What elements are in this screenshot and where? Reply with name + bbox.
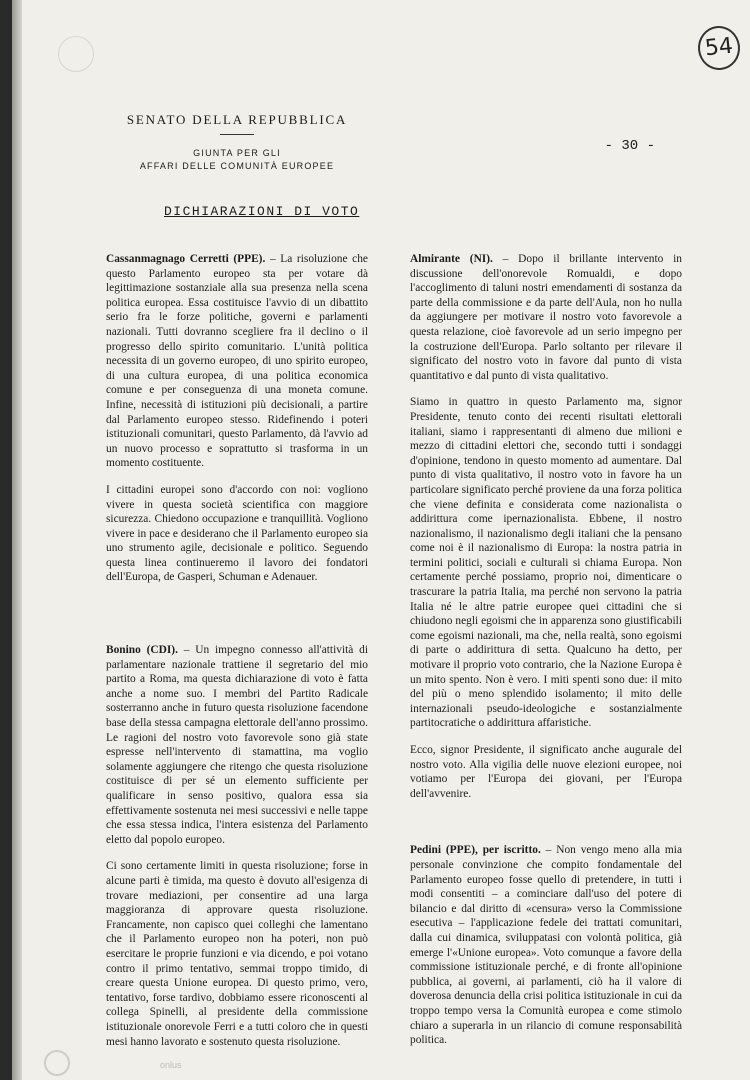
- header-divider: [220, 134, 254, 135]
- committee-line-2: AFFARI DELLE COMUNITÀ EUROPEE: [139, 161, 335, 171]
- paragraph-text: Ecco, signor Presidente, il significato anche augurale del nostro voto. Alla vigilia delle nuove elezioni europee, noi votiamo per l'Europa dei giovani, per l'Europa dell'avvenire.: [410, 744, 682, 800]
- document-page: [12, 0, 750, 1080]
- paragraph-text: Ci sono certamente limiti in questa risoluzione; forse in alcune parti è timida, ma questo è dovuto all'esigenza di trovare mediazioni, per consentire ad una larga maggioranza di approvare questa risoluzione. Francamente, non capisco quei colleghi che lamentano che il Parlamento europeo non ha poteri, non può esercitare le proprie funzioni e via dicendo, e poi votano contro il primo tentativo, semmai troppo timido, di creare questa Unione europea. Di questo primo, vero, tentativo, forse tardivo, dobbiamo essere riconoscenti al collega Spinelli, al presidente della commissione istituzionale onorevole Ferri e a tutti coloro che in questi mesi hanno lavorato e sostenuto questa risoluzione.: [106, 860, 368, 1048]
- speaker-name: Cassanmagnago Cerretti (PPE).: [106, 253, 266, 265]
- paragraph-text: – Dopo il brillante intervento in discussione dell'onorevole Romualdi, e dopo l'accoglimento di taluni nostri emendamenti di sostanza da parte della commissione e da parte dell'Aula, non ho nulla da aggiungere per motivare il nostro voto favorevole a questa relazione, cioè favorevole ad un serio impegno per la costruzione dell'Europa. Parlo soltanto per rilevare il significato del nostro voto in favore dal punto di vista quantitativo e dal punto di vista qualitativo.: [410, 253, 682, 382]
- faded-stamp-icon: [58, 36, 94, 72]
- paragraph-cassanmagnago: [106, 252, 368, 471]
- spacer: [410, 813, 682, 843]
- paragraph-almirante: [410, 252, 682, 383]
- committee-line-1: GIUNTA PER GLI: [193, 148, 281, 158]
- paragraph-text: I cittadini europei sono d'accordo con noi: vogliono vivere in questa società scientifica con maggiore sicurezza. Chiedono occupazione e tranquillità. Vogliono vivere in pace e desiderano che il Parlamento europeo sia uno strumento agile, decisionale e politico. Seguendo questa linea continueremo il lavoro dei fondatori dell'Europa, de Gasperi, Schuman e Adenauer.: [106, 483, 368, 584]
- paragraph-pedini: [410, 843, 682, 1047]
- page-number: - 30 -: [604, 138, 655, 154]
- page-edge: [12, 0, 22, 1080]
- spacer: [106, 597, 368, 643]
- speaker-name: Almirante (NI).: [410, 253, 493, 265]
- handwritten-page-number: 54: [696, 24, 742, 72]
- speaker-name: Pedini (PPE), per iscritto.: [410, 844, 541, 857]
- watermark-text: onlus: [160, 1060, 182, 1070]
- paragraph-text: – La risoluzione che questo Parlamento europeo sta per votare dà legittimazione sostanziale alla sua presenza nella scena politica europea. Essa costituisce l'avvio di un dibattito serio fra le forze politiche, governi e parlamenti nazionali. Tutti dovranno scegliere fra il declino o il progresso dello spirito comunitario. L'unità politica necessita di un governo europeo, di uno spirito europeo, di una cultura europea, di una politica economica comune e per conseguenza di una moneta comune. Infine, necessità di istituzioni più decisionali, a partire dal Parlamento europeo stesso. Ridefinendo i poteri istituzionali comunitari, questo Parlamento, dà l'avvio ad un nuovo processo e soprattutto si trasforma in un momento costituente.: [106, 253, 368, 470]
- paragraph-text: – Un impegno connesso all'attività di parlamentare nazionale trattiene il segretario del mio partito a Roma, ma questa dichiarazione di voto è fatta anche a nome suo. I membri del Partito Radicale sosterranno anche in futuro questa risoluzione facendone base della stessa campagna elettorale dell'anno prossimo. Le ragioni del nostro voto favorevole sono già state espresse nell'intervento di stamattina, ma voglio solamente aggiungere che ritengo che questa risoluzione costituisce di per sé un elemento sufficiente per qualificare in senso positivo, qualora essa sia effettivamente sostenuta nei mesi successivi e nelle tappe che essa stessa indica, l'intera esistenza del Parlamento eletto dal popolo europeo.: [106, 644, 369, 846]
- paragraph-bonino: [106, 643, 368, 847]
- senate-name: SENATO DELLA REPUBBLICA: [126, 112, 348, 127]
- section-title: DICHIARAZIONI DI VOTO: [164, 204, 360, 219]
- left-column: [106, 252, 368, 1061]
- speaker-name: Bonino (CDI).: [106, 644, 178, 657]
- right-column: [410, 252, 682, 1060]
- paragraph-text: – Non vengo meno alla mia personale convinzione che compito fondamentale del Parlamento europeo fosse quello di pretendere, in tutti i modi consentiti – a cominciare dall'uso del potere di bilancio e dal diritto di «censura» verso la Commissione esecutiva – l'applicazione fedele dei trattati comunitari, dalla cui dinamica, sviluppatasi con volontà politica, già emerge l'«Unione europea». Voto comunque a favore della commissione istituzionale perché, e di fronte all'opinione pubblica, ai governi, ai parlamenti, ciò ha il valore di doverosa denuncia della crisi politica istituzionale in cui da troppo tempo versa la Comunità europea e come stimolo chiaro a superarla in un rilancio di comune responsabilità politica.: [410, 844, 682, 1047]
- watermark-logo-icon: [44, 1050, 70, 1076]
- paragraph-text: Siamo in quattro in questo Parlamento ma, signor Presidente, tenuto conto dei recenti risultati elettorali italiani, siamo i rappresentanti di almeno due milioni e mezzo di cittadini elettori che, secondo tutti i sondaggi d'opinione, tendono in questo momento ad aumentare. Dal punto di vista qualitativo, il nostro voto in favore ha un particolare significato perché proviene da una forza politica che viene definita e considerata come nazionalista o addirittura come ipernazionalista. Ebbene, il nostro nazionalismo, il nazionalismo degli italiani che la pensano come noi è il nazionalismo di Europa: la nostra patria in termini politici, sociali e culturali si chiama Europa. Non certamente perché possiamo, proprio noi, dimenticare o trascurare la patria Italia, ma perché non servono la patria Italia né le altre patrie europee quei cittadini che si chiudono negli egoismi che in apparenza sono giustificabili come egoismi nazionali, ma che, nella realtà, sono egoismi di parte o addirittura di setta. Qualcuno ha detto, per motivare il proprio voto contrario, che la Nazione Europa è un mito spento. Non è vero. I miti spenti sono due: il mito del più o meno splendido isolamento; il mito delle internazionali pseudo-ideologiche e sostanzialmente partitocratiche o addirittura affaristiche.: [410, 396, 682, 730]
- letterhead: [112, 112, 362, 173]
